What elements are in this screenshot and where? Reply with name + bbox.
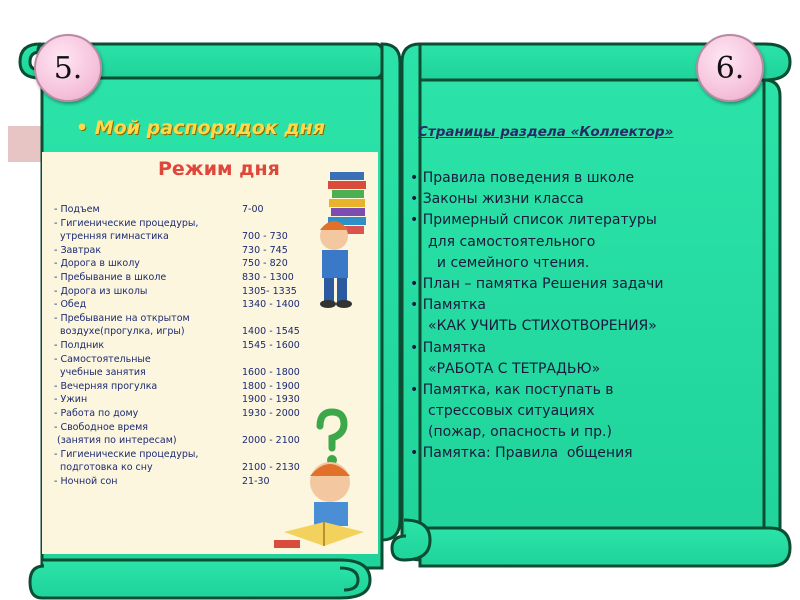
schedule-row-label: - Обед — [54, 299, 87, 311]
schedule-row-label: - Подъем — [54, 204, 100, 215]
schedule-row-time: 1930 - 2000 — [242, 408, 300, 419]
schedule-row-label: - Ужин — [54, 394, 88, 406]
schedule-row-label: - Гигиенические процедуры, — [54, 448, 199, 460]
badge-number-6: 6. — [696, 34, 764, 102]
collector-list-line: и семейного чтения. — [428, 254, 590, 271]
reading-boy-illustration — [274, 452, 374, 552]
collector-list-line: • Правила поведения в школе — [410, 170, 635, 186]
collector-list-line: для самостоятельного — [428, 233, 596, 250]
collector-list-line: • Законы жизни класса — [410, 191, 584, 208]
collector-list-line: (пожар, опасность и пр.) — [428, 424, 612, 441]
schedule-row-time: 700 - 730 — [242, 231, 288, 243]
schedule-row-label: утренняя гимнастика — [54, 231, 169, 243]
badge-number-5: 5. — [34, 34, 102, 102]
collector-list-line: стрессовых ситуациях — [428, 403, 595, 420]
schedule-row-label: - Пребывание в школе — [54, 272, 167, 283]
right-panel-title: Страницы раздела «Коллектор» — [418, 124, 674, 140]
schedule-row-time: 2100 - 2130 — [242, 462, 300, 474]
schedule-row-time: 2000 - 2100 — [242, 435, 300, 447]
schedule-row-time: 21-30 — [242, 476, 270, 487]
schedule-row-time: 1900 - 1930 — [242, 394, 300, 406]
schedule-row-label: - Гигиенические процедуры, — [54, 217, 199, 229]
schedule-row-time: 1305- 1335 — [242, 285, 297, 297]
collector-list-line: • Памятка: Правила общения — [410, 445, 633, 462]
schedule-title: Режим дня — [158, 158, 280, 180]
schedule-row-label: - Свободное время — [54, 421, 148, 433]
collector-list-line: • Памятка, как поступать в — [410, 381, 614, 398]
left-panel-title: • Мой распорядок дня — [76, 117, 325, 139]
schedule-row-time: 1600 - 1800 — [242, 367, 300, 379]
schedule-row-time: 830 - 1300 — [242, 272, 294, 283]
daily-schedule-sheet — [42, 152, 378, 554]
schedule-row-label: подготовка ко сну — [54, 462, 153, 474]
schedule-row-label: - Дорога из школы — [54, 285, 148, 297]
boy-with-books-illustration — [304, 182, 374, 312]
schedule-row-time: 1545 - 1600 — [242, 340, 300, 351]
schedule-row-label: - Пребывание на открытом — [54, 312, 190, 324]
schedule-row-label: (занятия по интересам) — [54, 435, 177, 447]
schedule-row-label: - Работа по дому — [54, 408, 139, 419]
collector-list-line: • Памятка — [410, 339, 486, 356]
schedule-row-label: учебные занятия — [54, 367, 146, 379]
schedule-row-time: 730 - 745 — [242, 244, 288, 256]
schedule-row-label: воздухе(прогулка, игры) — [54, 326, 185, 338]
schedule-row-label: - Завтрак — [54, 244, 102, 256]
collector-list-line: • Памятка — [410, 297, 486, 314]
collector-list-line: «РАБОТА С ТЕТРАДЬЮ» — [428, 360, 601, 377]
collector-list-line: • План – памятка Решения задачи — [410, 275, 664, 292]
collector-list-line: «КАК УЧИТЬ СТИХОТВОРЕНИЯ» — [428, 318, 657, 335]
collector-list-line: • Примерный список литературы — [410, 212, 657, 229]
collector-pages-list — [410, 168, 740, 465]
schedule-row-label: - Дорога в школу — [54, 258, 140, 270]
schedule-row-label: - Полдник — [54, 340, 105, 351]
schedule-row-time: 1340 - 1400 — [242, 299, 300, 311]
schedule-row-time: 7-00 — [242, 204, 264, 215]
schedule-row-label: - Вечерняя прогулка — [54, 380, 158, 392]
schedule-row-time: 1400 - 1545 — [242, 326, 300, 338]
schedule-row-label: - Самостоятельные — [54, 353, 151, 365]
schedule-row-time: 750 - 820 — [242, 258, 288, 270]
schedule-row-label: - Ночной сон — [54, 476, 118, 487]
schedule-row-time: 1800 - 1900 — [242, 380, 300, 392]
